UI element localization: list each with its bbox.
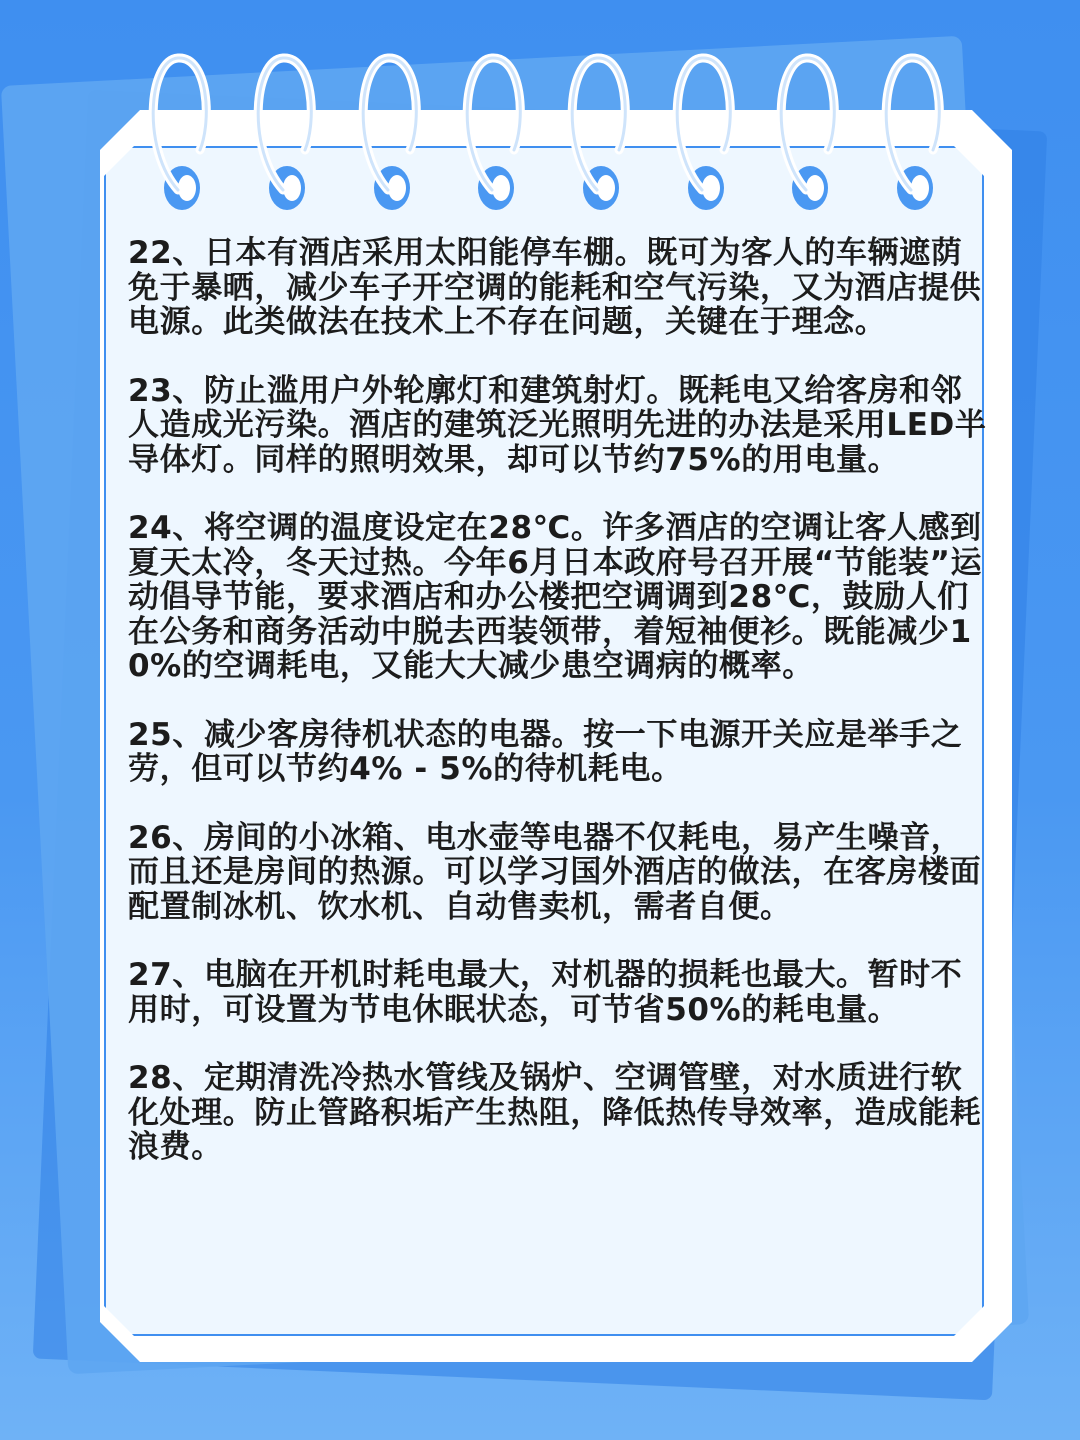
binding-ring — [467, 58, 520, 210]
note-content — [128, 236, 990, 1199]
binding-ring — [258, 58, 311, 210]
binding-ring — [572, 58, 625, 210]
paragraph-24: 24、将空调的温度设定在28℃。许多酒店的空调让客人感到夏天太冷，冬天过热。今年6月日本政府号召开展“节能装”运动倡导节能，要求酒店和办公楼把空调调到28℃，鼓励人们在公务和商务活动中脱去西装领带，着短袖便衫。既能减少10%的空调耗电，又能大大减少患空调病的概率。 — [128, 510, 983, 684]
paragraph-26: 26、房间的小冰箱、电水壶等电器不仅耗电，易产生噪音，而且还是房间的热源。可以学习国外酒店的做法，在客房楼面配置制冰机、饮水机、自动售卖机，需者自便。 — [128, 819, 982, 925]
paragraph-22: 22、日本有酒店采用太阳能停车棚。既可为客人的车辆遮荫免于暴晒，减少车子开空调的能耗和空气污染，又为酒店提供电源。此类做法在技术上不存在问题，关键在于理念。 — [128, 235, 982, 340]
paragraph-23: 23、防止滥用户外轮廓灯和建筑射灯。既耗电又给客房和邻人造成光污染。酒店的建筑泛光照明先进的办法是采用LED半导体灯。同样的照明效果，却可以节约75%的用电量。 — [128, 372, 987, 478]
binding-ring — [886, 58, 939, 210]
paragraph-28: 28、定期清洗冷热水管线及锅炉、空调管壁，对水质进行软化处理。防止管路积垢产生热阻，降低热传导效率，造成能耗浪费。 — [128, 1060, 982, 1165]
binding-ring — [781, 58, 834, 210]
spiral-binding — [0, 0, 1080, 230]
binding-ring — [363, 58, 416, 210]
binding-ring — [677, 58, 730, 210]
binding-ring — [153, 58, 206, 210]
paragraph-25: 25、减少客房待机状态的电器。按一下电源开关应是举手之劳，但可以节约4% - 5%的待机耗电。 — [128, 716, 963, 787]
paragraph-27: 27、电脑在开机时耗电最大，对机器的损耗也最大。暂时不用时，可设置为节电休眠状态，可节省50%的耗电量。 — [128, 957, 963, 1028]
